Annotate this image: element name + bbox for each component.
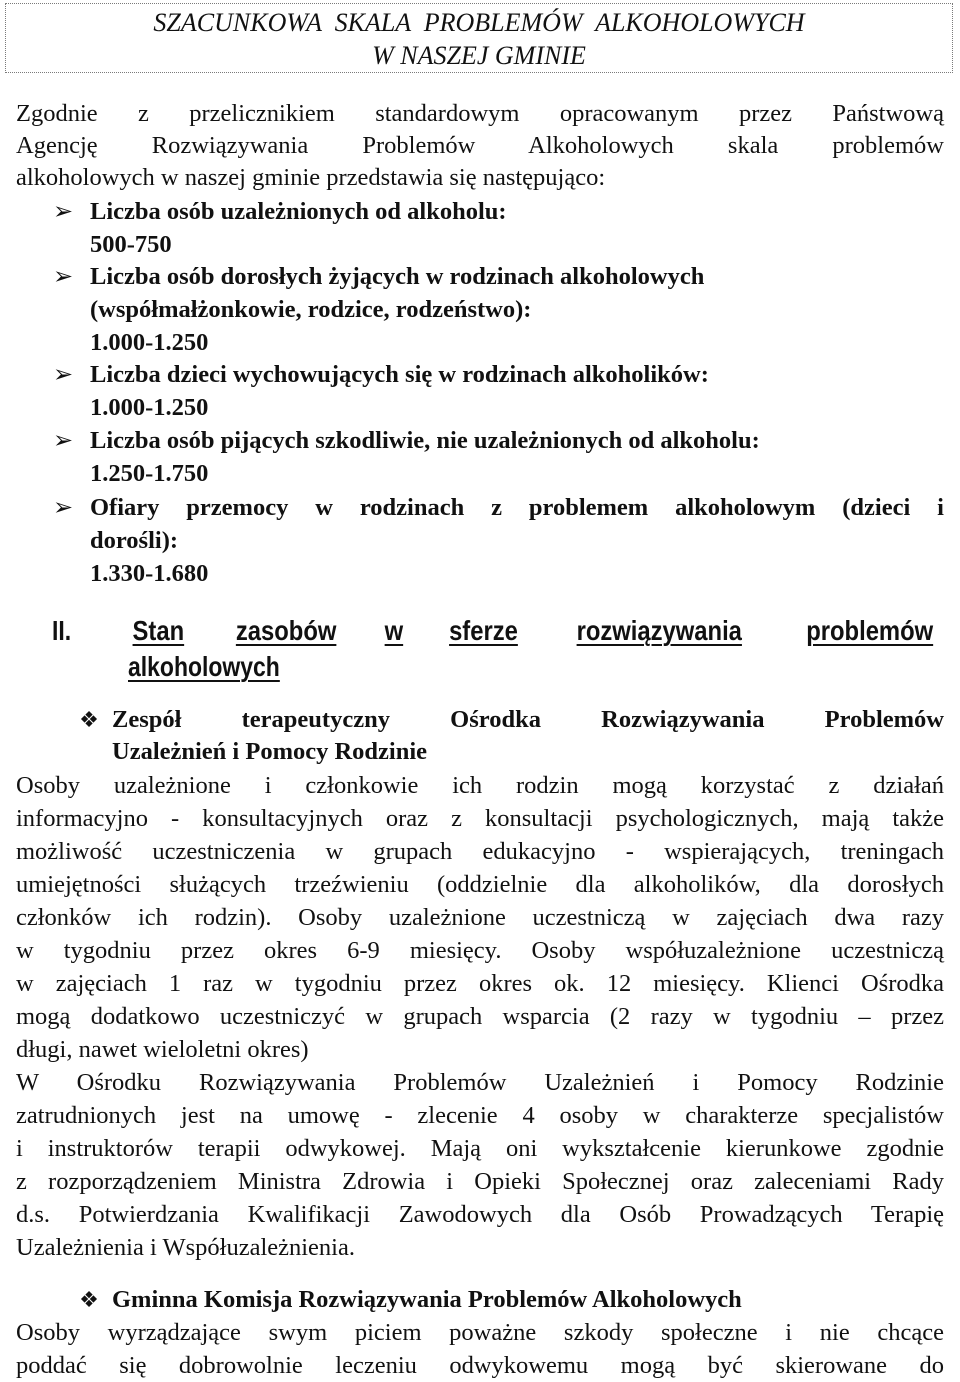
bullet-text: (współmałżonkowie, rodzice, rodzeństwo):	[90, 296, 532, 323]
paragraph-line: umiejętności służących trzeźwieniu (oddzielnie dla alkoholików, dla dorosłych	[16, 871, 944, 898]
heading-word: rozwiązywania	[576, 615, 742, 646]
intro-line: Agencję Rozwiązywania Problemów Alkoholowych skala problemów	[16, 132, 944, 159]
paragraph-line: mogą dodatkowo uczestniczyć w grupach wsparcia (2 razy w tygodniu – przez	[16, 1003, 944, 1030]
heading-word: zasobów	[235, 615, 337, 646]
heading-word: problemów	[805, 615, 933, 646]
subsection-title: Zespół terapeutyczny Ośrodka Rozwiązywania Problemów	[112, 706, 944, 733]
bullet-text: Liczba osób dorosłych żyjących w rodzinach alkoholowych	[90, 263, 705, 290]
paragraph-line: możliwość uczestniczenia w grupach edukacyjno - wspierających, treningach	[16, 838, 944, 865]
bullet-value: 1.000-1.250	[90, 394, 209, 421]
arrow-bullet-icon: ➢	[52, 199, 74, 225]
paragraph-line: W Ośrodku Rozwiązywania Problemów Uzależnień i Pomocy Rodzinie	[16, 1069, 944, 1096]
paragraph-line: d.s. Potwierdzania Kwalifikacji Zawodowych dla Osób Prowadzących Terapię	[16, 1201, 944, 1228]
paragraph-line: członków ich rodzin). Osoby uzależnione uczestniczą w zajęciach dwa razy	[16, 904, 944, 931]
paragraph-line: z rozporządzeniem Ministra Zdrowia i Opieki Społecznej oraz zaleceniami Rady	[16, 1168, 944, 1195]
arrow-bullet-icon: ➢	[52, 362, 74, 388]
bullet-value: 1.000-1.250	[90, 329, 209, 356]
section-heading-line-1	[128, 612, 944, 650]
title-line-2: W NASZEJ GMINIE	[372, 41, 586, 70]
paragraph-line: w tygodniu przez okres 6-9 miesięcy. Osoby współuzależnione uczestniczą	[16, 937, 944, 964]
title-line-1: SZACUNKOWA SKALA PROBLEMÓW ALKOHOLOWYCH	[153, 8, 805, 37]
bullet-value: 1.250-1.750	[90, 460, 209, 487]
arrow-bullet-icon: ➢	[52, 264, 74, 290]
intro-line: alkoholowych w naszej gminie przedstawia się następująco:	[16, 164, 606, 191]
title-box	[5, 3, 953, 73]
paragraph-line: Osoby uzależnione i członkowie ich rodzin mogą korzystać z działań	[16, 772, 944, 799]
paragraph-line: w zajęciach 1 raz w tygodniu przez okres ok. 12 miesięcy. Klienci Ośrodka	[16, 970, 944, 997]
paragraph-line: zatrudnionych jest na umowę - zlecenie 4 osoby w charakterze specjalistów	[16, 1102, 944, 1129]
subsection-title: Gminna Komisja Rozwiązywania Problemów Alkoholowych	[112, 1286, 742, 1313]
bullet-text: Liczba osób uzależnionych od alkoholu:	[90, 198, 507, 225]
paragraph-line: Uzależnienia i Współuzależnienia.	[16, 1234, 355, 1261]
paragraph-line: długi, nawet wieloletni okres)	[16, 1036, 309, 1063]
paragraph-line: informacyjno - konsultacyjnych oraz z konsultacji psychologicznych, mają także	[16, 805, 944, 832]
bullet-text: Liczba osób pijących szkodliwie, nie uzależnionych od alkoholu:	[90, 427, 760, 454]
intro-line: Zgodnie z przelicznikiem standardowym opracowanym przez Państwową	[16, 100, 944, 127]
heading-word: alkoholowych	[128, 651, 280, 682]
heading-word: sferze	[449, 615, 518, 646]
bullet-text: Liczba dzieci wychowujących się w rodzinach alkoholików:	[90, 361, 709, 388]
diamond-bullet-icon: ❖	[79, 1287, 99, 1312]
heading-word: w	[384, 615, 404, 646]
heading-word: Stan	[132, 615, 185, 646]
section-number: II.	[52, 615, 72, 646]
bullet-text: Ofiary przemocy w rodzinach z problemem alkoholowym (dzieci i	[90, 494, 944, 521]
paragraph-line: i instruktorów terapii odwykowej. Mają oni wykształcenie kierunkowe zgodnie	[16, 1135, 944, 1162]
bullet-text: dorośli):	[90, 527, 179, 554]
subsection-title: Uzależnień i Pomocy Rodzinie	[112, 738, 428, 765]
bullet-value: 500-750	[90, 231, 172, 258]
bullet-value: 1.330-1.680	[90, 560, 209, 587]
paragraph-line: poddać się dobrowolnie leczeniu odwykowemu mogą być skierowane do	[16, 1352, 944, 1379]
arrow-bullet-icon: ➢	[52, 428, 74, 454]
diamond-bullet-icon: ❖	[79, 707, 99, 732]
arrow-bullet-icon: ➢	[52, 495, 74, 521]
section-heading-line-2	[128, 648, 944, 686]
paragraph-line: Osoby wyrządzające swym piciem poważne szkody społeczne i nie chcące	[16, 1319, 944, 1346]
